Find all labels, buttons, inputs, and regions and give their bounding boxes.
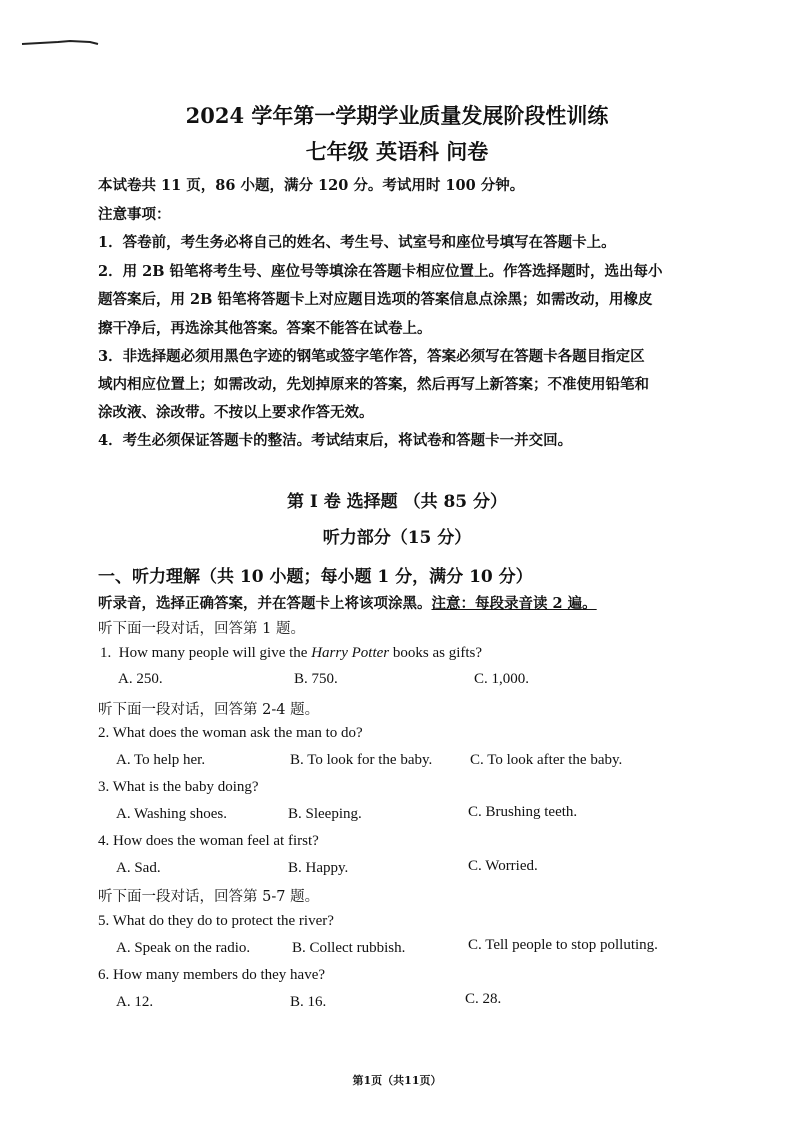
question-6: 6. How many members do they have?: [98, 967, 326, 983]
question-2: 2. What does the woman ask the man to do?: [98, 725, 363, 741]
q2-option-b: B. To look for the baby.: [290, 752, 433, 768]
q6-option-b: B. 16.: [290, 994, 327, 1010]
instruction-note: 注意：每段录音读 2 遍。: [431, 595, 597, 612]
dialog-instruction-2: 听下面一段对话，回答第 2-4 题。: [98, 702, 320, 718]
dialog-instruction-3: 听下面一段对话，回答第 5-7 题。: [98, 889, 320, 905]
notice-item-3-line1: 3．非选择题必须用黑色字迹的钢笔或签字笔作答，答案必须写在答题卡各题目指定区: [98, 348, 645, 365]
question-5: 5. What do they do to protect the river?: [98, 913, 334, 929]
listening-title: 听力部分（15 分）: [322, 528, 472, 548]
notice-label: 注意事项：: [98, 206, 171, 223]
dialog-instruction-1: 听下面一段对话，回答第 1 题。: [98, 621, 305, 637]
notice-item-3-line2: 域内相应位置上；如需改动，先划掉原来的答案，然后再写上新答案；不准使用铅笔和: [98, 376, 649, 393]
q1-option-a: A. 250.: [118, 671, 163, 687]
instruction-main: 听录音，选择正确答案，并在答题卡上将该项涂黑。: [98, 595, 432, 612]
q6-option-c: C. 28.: [465, 991, 502, 1007]
q6-option-a: A. 12.: [116, 994, 154, 1010]
question-1-text-b: books as gifts?: [389, 645, 483, 661]
q1-option-b: B. 750.: [294, 671, 338, 687]
question-1-title: Harry Potter: [311, 645, 390, 661]
question-4: 4. How does the woman feel at first?: [98, 833, 319, 849]
exam-title: 2024 学年第一学期学业质量发展阶段性训练: [185, 103, 609, 128]
listening-instruction: [98, 592, 597, 613]
q4-option-c: C. Worried.: [468, 858, 538, 874]
q4-option-b: B. Happy.: [288, 860, 349, 876]
notice-item-2-line1: 2．用 2B 铅笔将考生号、座位号等填涂在答题卡相应位置上。作答选择题时，选出每小: [98, 263, 663, 280]
q3-option-a: A. Washing shoes.: [116, 806, 228, 822]
question-3: 3. What is the baby doing?: [98, 779, 259, 795]
part1-title: 一、听力理解（共 10 小题；每小题 1 分，满分 10 分）: [98, 567, 533, 587]
notice-item-1: 1．答卷前，考生务必将自己的姓名、考生号、试室号和座位号填写在答题卡上。: [98, 234, 616, 251]
q2-option-c: C. To look after the baby.: [470, 752, 623, 768]
q5-option-b: B. Collect rubbish.: [292, 940, 406, 956]
scan-artifact-mark: [20, 38, 100, 48]
question-1: [100, 645, 482, 662]
exam-info-line: 本试卷共 11 页，86 小题，满分 120 分。考试用时 100 分钟。: [98, 177, 525, 194]
q3-option-b: B. Sleeping.: [288, 806, 362, 822]
notice-item-4: 4．考生必须保证答题卡的整洁。考试结束后，将试卷和答题卡一并交回。: [98, 432, 573, 449]
q4-option-a: A. Sad.: [116, 860, 161, 876]
question-1-text-a: 1. How many people will give the: [100, 645, 312, 661]
q5-option-c: C. Tell people to stop polluting.: [468, 937, 658, 953]
q3-option-c: C. Brushing teeth.: [468, 804, 578, 820]
q1-option-c: C. 1,000.: [474, 671, 530, 687]
notice-item-2-line2: 题答案后，用 2B 铅笔将答题卡上对应题目选项的答案信息点涂黑；如需改动，用橡皮: [98, 291, 653, 308]
notice-item-3-line3: 涂改液、涂改带。不按以上要求作答无效。: [98, 404, 374, 421]
exam-subtitle: 七年级 英语科 问卷: [305, 139, 489, 164]
notice-item-2-line3: 擦干净后，再选涂其他答案。答案不能答在试卷上。: [98, 320, 432, 337]
volume-title: 第 I 卷 选择题 （共 85 分）: [286, 492, 508, 512]
q5-option-a: A. Speak on the radio.: [116, 940, 251, 956]
q2-option-a: A. To help her.: [116, 752, 206, 768]
page-footer: 第1页（共11页）: [352, 1074, 442, 1087]
